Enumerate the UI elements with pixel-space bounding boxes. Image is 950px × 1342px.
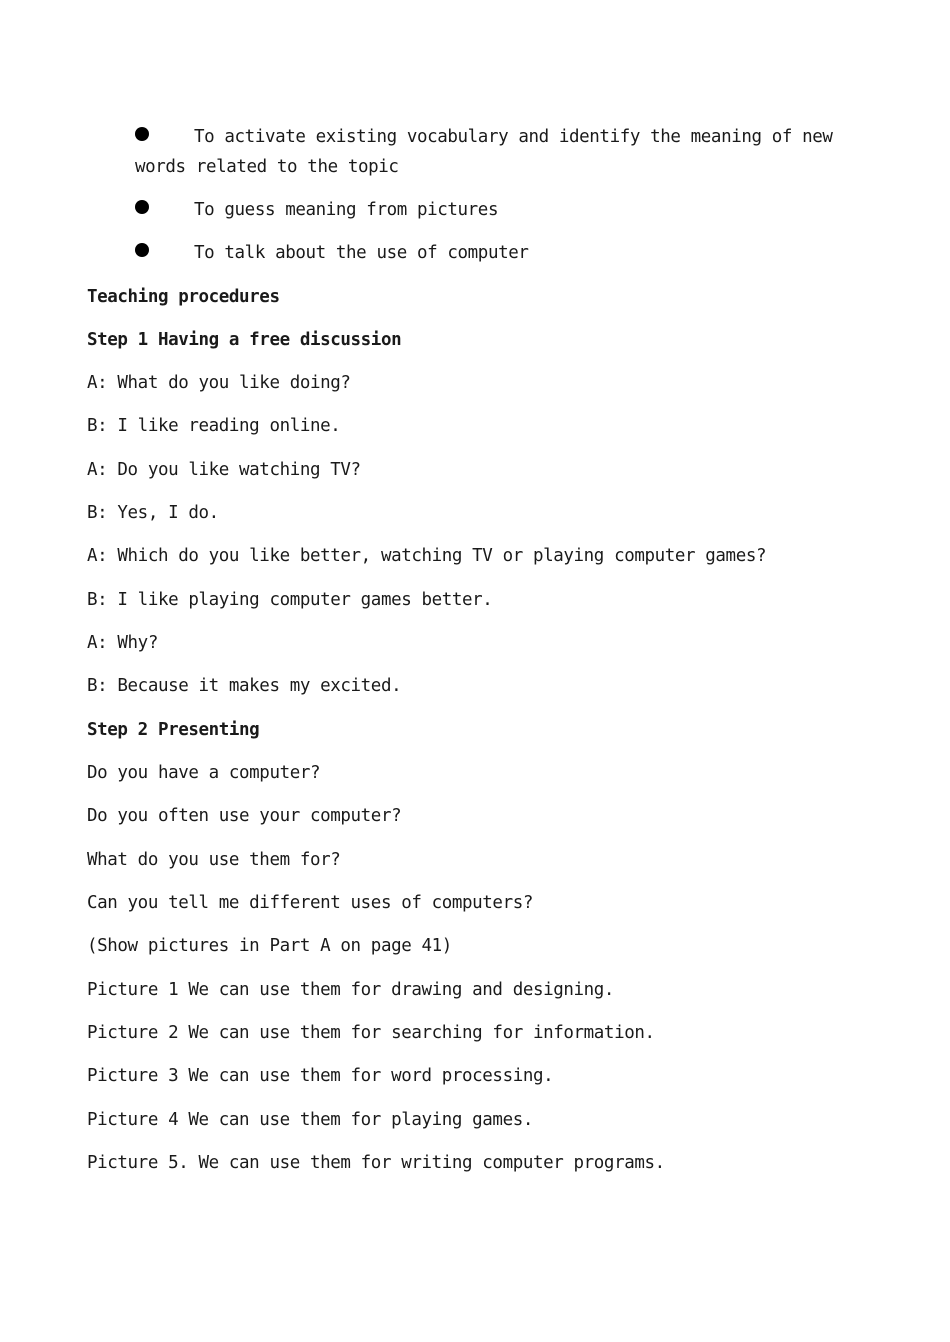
bullet-icon	[135, 127, 149, 141]
presenting-line: Picture 2 We can use them for searching for information.	[87, 1023, 655, 1043]
bullet-icon	[135, 243, 149, 257]
objective-item	[135, 238, 855, 268]
presenting-line: Picture 4 We can use them for playing games.	[87, 1110, 533, 1130]
dialogue-line: A: Which do you like better, watching TV or playing computer games?	[87, 546, 767, 566]
objective-text: To guess meaning from pictures	[194, 200, 499, 220]
dialogue-line: B: I like reading online.	[87, 416, 341, 436]
objective-text: To talk about the use of computer	[194, 243, 529, 263]
dialogue-line: B: I like playing computer games better.	[87, 590, 493, 610]
presenting-line: Picture 5. We can use them for writing computer programs.	[87, 1153, 665, 1173]
procedures-heading: Teaching procedures	[87, 287, 280, 307]
dialogue-line: B: Because it makes my excited.	[87, 676, 402, 696]
presenting-line: Picture 1 We can use them for drawing and designing.	[87, 980, 615, 1000]
presenting-line: Can you tell me different uses of computers?	[87, 893, 533, 913]
presenting-line: (Show pictures in Part A on page 41)	[87, 936, 452, 956]
objective-item	[135, 195, 855, 225]
objective-text: To activate existing vocabulary and identify the meaning of new words related to the topic	[135, 127, 833, 177]
bullet-icon	[135, 200, 149, 214]
presenting-line: Picture 3 We can use them for word processing.	[87, 1066, 554, 1086]
step2-heading: Step 2 Presenting	[87, 720, 260, 740]
dialogue-line: B: Yes, I do.	[87, 503, 219, 523]
dialogue-line: A: Do you like watching TV?	[87, 460, 361, 480]
dialogue-line: A: What do you like doing?	[87, 373, 351, 393]
presenting-line: Do you have a computer?	[87, 763, 321, 783]
step1-heading: Step 1 Having a free discussion	[87, 330, 402, 350]
presenting-line: Do you often use your computer?	[87, 806, 402, 826]
objective-item	[135, 122, 855, 182]
presenting-line: What do you use them for?	[87, 850, 341, 870]
dialogue-line: A: Why?	[87, 633, 158, 653]
